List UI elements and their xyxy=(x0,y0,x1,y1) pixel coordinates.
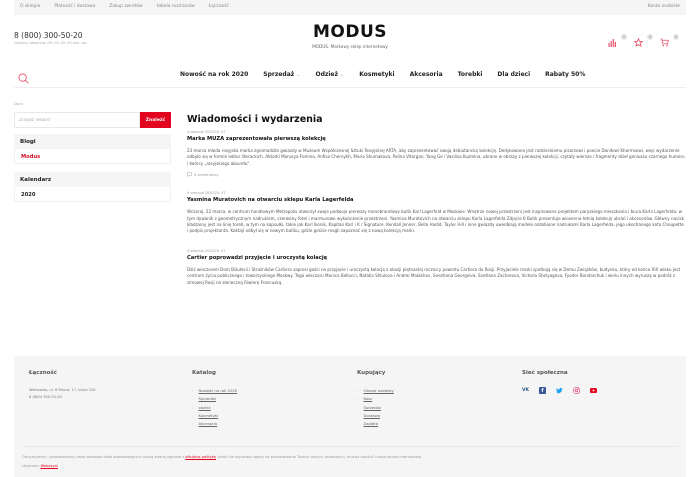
blog-item-modus[interactable]: Modus xyxy=(14,149,171,164)
cart-count: 0 xyxy=(674,34,678,39)
blogs-block xyxy=(14,134,171,164)
chevron-right-icon: › xyxy=(357,421,359,427)
chevron-right-icon: › xyxy=(192,396,194,402)
footer-link[interactable] xyxy=(357,387,394,395)
privacy-policy-link[interactable]: oficjalną polityką xyxy=(185,455,216,459)
youtube-icon[interactable] xyxy=(590,387,597,394)
social-icons xyxy=(522,387,597,394)
top-link-contact[interactable]: Łączność xyxy=(208,4,229,9)
footer-phone[interactable]: 8 (800) 300-50-20 xyxy=(29,395,62,399)
powered-by-label: Używamy xyxy=(22,464,41,468)
favorites-icon[interactable] xyxy=(634,32,643,41)
footer-buyers-title: Kupujący xyxy=(357,370,386,376)
post xyxy=(187,191,686,235)
footer-link-label[interactable]: Dostawa xyxy=(363,412,381,418)
phone-number[interactable]: 8 (800) 300-50-20 xyxy=(14,31,83,40)
powered-by xyxy=(22,464,58,468)
footer-link[interactable] xyxy=(192,395,237,403)
footer xyxy=(14,356,686,477)
breadcrumb[interactable]: Dom xyxy=(14,101,23,106)
blogs-heading: Blogi xyxy=(14,134,171,149)
nav-label: Torebki xyxy=(457,71,483,78)
chevron-right-icon: › xyxy=(357,412,359,418)
main-nav-row xyxy=(14,63,686,88)
post-comments[interactable] xyxy=(187,172,686,177)
footer-link[interactable] xyxy=(357,412,394,420)
footer-divider xyxy=(22,446,678,447)
cart-icon[interactable] xyxy=(660,32,669,41)
footer-buyers xyxy=(357,370,394,428)
footer-contact-title: Łączność xyxy=(29,370,57,376)
search-input[interactable] xyxy=(14,112,140,128)
footer-address: Warszawa, ul. 8 Marca, 17, biuro 310 xyxy=(29,388,96,392)
compare-icon[interactable] xyxy=(608,32,617,41)
search-icon[interactable] xyxy=(18,69,29,80)
post-title[interactable]: Marka MUZA zaprezentowała pierwszą kolekcję xyxy=(187,136,326,142)
calendar-heading: Kalendarz xyxy=(14,172,171,187)
nav-item-bags[interactable] xyxy=(458,71,483,78)
footer-link-label[interactable]: Sprzedaż xyxy=(198,396,216,402)
chevron-right-icon: › xyxy=(357,388,359,393)
tagline: MODUS. Markowy sklep internetowy xyxy=(312,44,388,49)
nav-item-new-2020[interactable] xyxy=(180,71,248,78)
top-bar xyxy=(14,0,686,15)
footer-link-label[interactable]: Obszar osobisty xyxy=(363,388,394,393)
favorites-count: 0 xyxy=(648,34,652,39)
nav-label: Odzież xyxy=(315,71,338,78)
footer-link[interactable] xyxy=(192,420,237,428)
footer-social xyxy=(522,370,597,394)
webasyst-link[interactable]: Webasyst xyxy=(40,464,58,468)
footer-link-label[interactable]: Zapłata xyxy=(363,421,379,427)
footer-link-label[interactable]: odzież xyxy=(198,404,211,410)
post-date: 4 sierpnia 2020/20: 47 xyxy=(187,130,226,134)
footer-link[interactable] xyxy=(192,404,237,412)
main-content xyxy=(187,114,686,296)
top-link-returns[interactable]: Zakup zwrotów xyxy=(109,4,143,9)
chevron-right-icon: › xyxy=(357,404,359,410)
account-link[interactable]: Konto osobiste xyxy=(647,4,680,9)
compare-count: 0 xyxy=(622,34,626,39)
logo[interactable]: MODUS xyxy=(312,22,388,42)
search-button[interactable]: Znaleźć xyxy=(140,112,171,128)
footer-link-label[interactable]: Akcesoria xyxy=(198,421,217,427)
post xyxy=(187,249,686,286)
privacy-notice xyxy=(22,455,422,459)
opening-hours: Godziny otwarcia: 09: 00-18: 00 pon.-wt. xyxy=(14,41,88,45)
footer-link[interactable] xyxy=(192,387,237,395)
nav-item-kids[interactable] xyxy=(497,71,530,78)
header-icons xyxy=(608,32,682,41)
nav-label: Akcesoria xyxy=(409,71,443,78)
sidebar-search xyxy=(14,112,171,128)
chevron-right-icon: › xyxy=(192,412,194,418)
post xyxy=(187,130,686,177)
vk-icon[interactable]: VK xyxy=(522,388,529,393)
post-date: 4 sierpnia 2020/20: 47 xyxy=(187,248,226,253)
footer-catalog xyxy=(192,370,237,428)
chevron-right-icon: › xyxy=(192,421,194,427)
footer-link-label[interactable]: Kosmetyki xyxy=(198,412,219,418)
calendar-block xyxy=(14,172,171,202)
footer-link[interactable] xyxy=(192,412,237,420)
chevron-down-icon: ⌄ xyxy=(340,72,345,78)
post-body: 23 marca młoda rosyjska marka zgromadziła gwiazdy w Muzeum Współczesnej Sztuki Rosyjskiej ARTA, aby zaprezentować swoją debiutancką kolekcję. Dedykowana jest radzieckiemu pisarzowi i poecie Daniłowi Kharmsowi, więc wydarzenie odbyło się w formie lektur literackich. Aktorki Marusya Fomina, Anfisa Chernykh, Maria Shumakova, Polina Vitorgan, Yang Ge i Vasilisa Kuzmina, ubrane w obrazy z pierwszej kolekcji, czytały wiersze i fragmenty dzieł geniuszu czarnego humoru i twórcy „rosyjskiego absurdu". xyxy=(187,148,685,166)
footer-link[interactable] xyxy=(357,420,394,428)
page-title: Wiadomości i wydarzenia xyxy=(187,114,323,125)
nav-item-cosmetics[interactable] xyxy=(359,71,394,78)
footer-link[interactable] xyxy=(357,395,394,403)
footer-link-label[interactable]: Sprzedaż xyxy=(363,404,381,410)
top-link-payment[interactable]: Płatność i dostawa xyxy=(54,4,96,9)
nav-label: Sprzedaż xyxy=(263,71,295,78)
nav-label: Rabaty 50% xyxy=(545,71,586,78)
privacy-text: Otrzymujemy i przetwarzamy dane osobowe osób odwiedzających naszą stronę zgodnie z xyxy=(22,455,186,459)
footer-link[interactable] xyxy=(357,404,394,412)
nav-label: Dla dzieci xyxy=(497,71,531,78)
footer-catalog-title: Katalog xyxy=(192,370,216,376)
main-nav xyxy=(180,71,585,78)
post-date: 4 sierpnia 2020/20: 47 xyxy=(187,191,226,196)
nav-label: Nowość na rok 2020 xyxy=(180,71,249,78)
chevron-down-icon: ⌄ xyxy=(296,72,301,78)
nav-item-clothing[interactable] xyxy=(315,71,344,78)
chevron-right-icon: › xyxy=(357,396,359,402)
top-links xyxy=(20,4,229,9)
chevron-right-icon: › xyxy=(192,404,194,410)
calendar-item-2020[interactable]: 2020 xyxy=(14,187,171,202)
footer-social-title: Sieć społeczna xyxy=(522,370,568,376)
post-body: Wczoraj, 22 marca, w centrum handlowym Metropolis otworzył swoje podwoje pierwszy monobrandowy butik Karl Lagerfeld w Moskwie. Wnętrze nowej przestrzeni jest inspirowane projektem paryskiego mieszkania i biura Karla Lagerfelda, w tym dywanik z geometrycznym nadrukiem, czerwony fotel i marmurowe wykończenie przestrzeni. Yasmina Muratovich na otwarciu sklepu Karla Lagerfelda Zdjęcie 0 Butik prezentuje wiosenno-letnią kolekcję ubrań i akcesoriów. Główny nacisk kładziony jest na linię toreb, w tym na kapsułki, takie jak Karl Ikonik, Kapitan Karl i K / Signature. Kendall Jenner, Bella Hadid, Taylor Hill i inne gwiazdy uwielbiają modele ozdobione nadrukami Karla Lagerfelda, jego ukochanego kota Choupette i podpis projektanta. Koktajl odbył się w nowym butiku, gdzie goście mogli zapoznać się z nową kolekcją marki. xyxy=(187,209,684,234)
nav-item-accessories[interactable] xyxy=(410,71,443,78)
nav-label: Kosmetyki xyxy=(359,71,395,78)
footer-link-label[interactable]: Nowość na rok 2020 xyxy=(198,388,238,393)
top-link-sizes[interactable]: tabela rozmiarów xyxy=(156,4,195,9)
chevron-right-icon: › xyxy=(192,388,194,393)
privacy-text-end: . Jeżeli nie wyrażasz zgody na przetwarzanie Twoich danych osobowych, musisz opuścić naszą stronę internetową. xyxy=(215,455,423,459)
nav-item-discounts[interactable] xyxy=(545,71,585,78)
nav-item-sale[interactable] xyxy=(263,71,300,78)
footer-contact xyxy=(29,370,96,401)
post-title[interactable]: Yasmina Muratovich na otwarciu sklepu Karla Lagerfelda xyxy=(187,197,354,204)
top-link-about[interactable]: O sklepie xyxy=(20,4,41,9)
instagram-icon[interactable] xyxy=(573,387,580,394)
comments-count: 0 komentarzy xyxy=(194,172,219,177)
comment-icon xyxy=(187,172,192,177)
twitter-icon[interactable] xyxy=(556,387,563,394)
footer-link-label[interactable]: Kosz xyxy=(363,396,373,402)
post-title[interactable]: Cartier poprowadzi przyjęcie i uroczystą kolację xyxy=(187,254,328,261)
facebook-icon[interactable]: f xyxy=(539,387,546,394)
post-body: Dziś wieczorem Dom Biżuterii i Strażników Cartiera zaprosi gości na przyjęcie i uroczystą kolację z okazji piętnastej rocznicy powrotu Cartiera do Rosji. Przyjaciele marki spotkają się w Domu Związków, budynku, który od końca XIX wieku jest centrum życia publicznego i towarzyskiego Moskwy. Tego wieczoru Monica Bellucci, Natalia Shlulova i Andrei Malakhov, Snezhana Georgieva, Svetlana Zacharova, Victoria Shelyagova, Fyodor Bondarchuk i wielu innych wyruszą w podróż z zimowej Rosji na słoneczną Riwierę Francuską. xyxy=(187,266,681,285)
